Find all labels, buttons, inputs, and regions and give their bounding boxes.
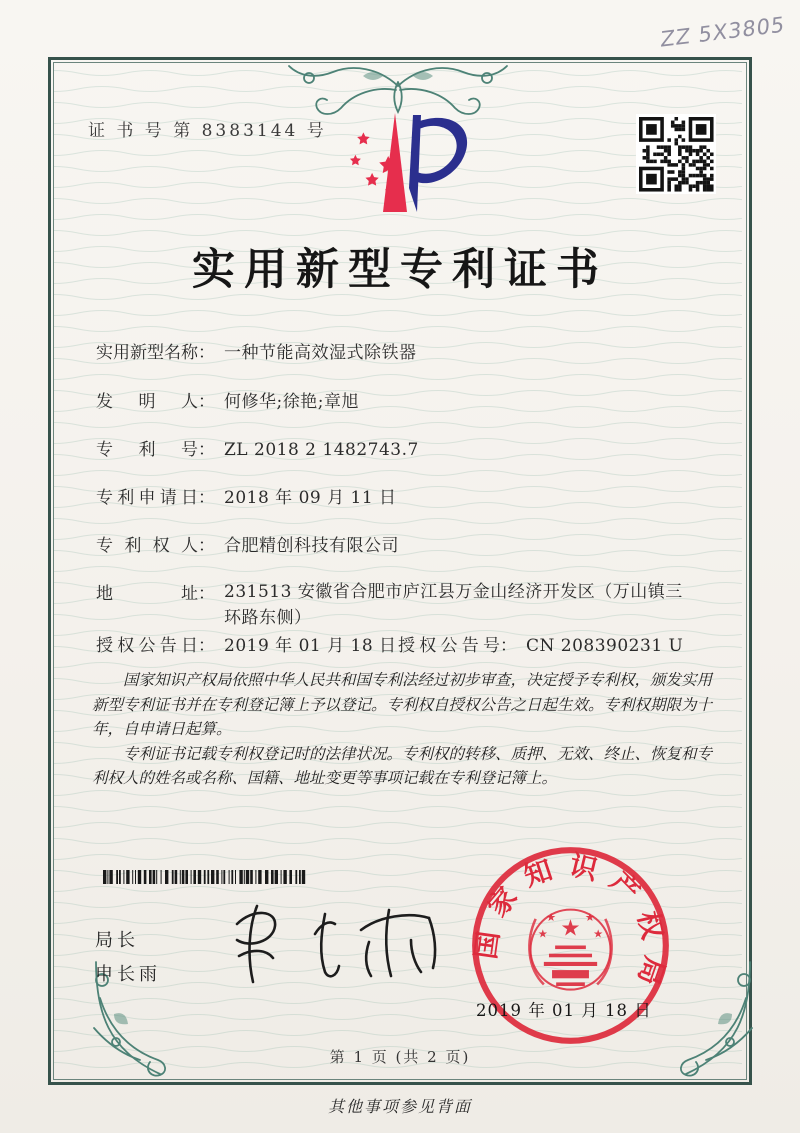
back-side-note: 其他事项参见背面: [327, 1097, 472, 1116]
field-value: ZL 2018 2 1482743.7: [224, 440, 419, 460]
field-colon: ：: [198, 440, 215, 460]
certificate-title: 实用新型专利证书: [192, 245, 608, 295]
legal-text: [92, 668, 714, 791]
legal-paragraph-2: 专利证书记载专利权登记时的法律状况。专利权的转移、质押、无效、终止、恢复和专利权人的姓名或名称、国籍、地址变更等事项记载在专利登记簿上。: [92, 744, 713, 787]
field-colon: ：: [198, 392, 215, 412]
field-label: 专利号: [96, 440, 198, 460]
barcode: [103, 870, 309, 884]
seal-star-small: ★: [593, 927, 604, 941]
seal-star-small: ★: [584, 910, 596, 924]
cnipa-patent-logo: [333, 110, 483, 218]
field-colon: ：: [198, 536, 215, 556]
field-value: 231513 安徽省合肥市庐江县万金山经济开发区（万山镇三环路东侧）: [224, 582, 683, 628]
seal-star-big: ★: [560, 915, 581, 942]
field-colon: ：: [500, 636, 517, 656]
field-label: 专利权人: [96, 536, 198, 556]
officer-name: 申长雨: [95, 964, 161, 985]
seal-date: 2019 年 01 月 18 日: [476, 1001, 652, 1020]
field-label: 专利申请日: [96, 488, 198, 508]
field-row-patentee: [96, 531, 399, 556]
legal-paragraph-1: 国家知识产权局依照中华人民共和国专利法经过初步审查，决定授予专利权，颁发实用新型专利证书并在专利登记簿上予以登记。专利权自授权公告之日起生效。专利权期限为十年，自申请日起算。: [92, 671, 713, 738]
officer-title: 局长: [95, 930, 139, 951]
field-value: 2019 年 01 月 18 日: [224, 636, 397, 656]
field-row-patent-number: [96, 435, 419, 460]
seal-star-small: ★: [537, 927, 548, 941]
field-value: 何修华;徐艳;章旭: [224, 392, 359, 412]
field-colon: ：: [198, 584, 215, 604]
qr-code: [636, 114, 716, 194]
field-colon: ：: [198, 636, 215, 656]
field-row-filing-date: [96, 483, 397, 508]
field-label: 授权公告日: [96, 636, 198, 656]
field-label: 发明人: [96, 392, 198, 412]
field-value: 合肥精创科技有限公司: [224, 536, 399, 556]
director-signature: [213, 890, 443, 998]
seal-star-small: ★: [545, 910, 557, 924]
page-number: 第 1 页 (共 2 页): [329, 1048, 471, 1066]
field-label: 地址: [96, 584, 198, 604]
field-row-name: [96, 338, 417, 363]
field-pair-grant-number: [398, 631, 683, 656]
field-row-grant: [96, 631, 684, 656]
field-label: 授权公告号: [398, 636, 500, 656]
field-colon: ：: [198, 343, 215, 363]
seal-ring-text: 国家知识产权局: [468, 848, 673, 1003]
field-value: CN 208390231 U: [526, 636, 684, 656]
field-label: 实用新型名称: [96, 343, 198, 363]
handwritten-code: ZZ 5X3805: [659, 12, 786, 52]
field-row-inventors: [96, 387, 359, 412]
field-value: 一种节能高效湿式除铁器: [224, 343, 417, 363]
field-colon: ：: [198, 488, 215, 508]
certificate-number: 证 书 号 第 8383144 号: [88, 121, 327, 141]
field-value: 2018 年 09 月 11 日: [224, 488, 397, 508]
field-row-address: [96, 579, 686, 631]
